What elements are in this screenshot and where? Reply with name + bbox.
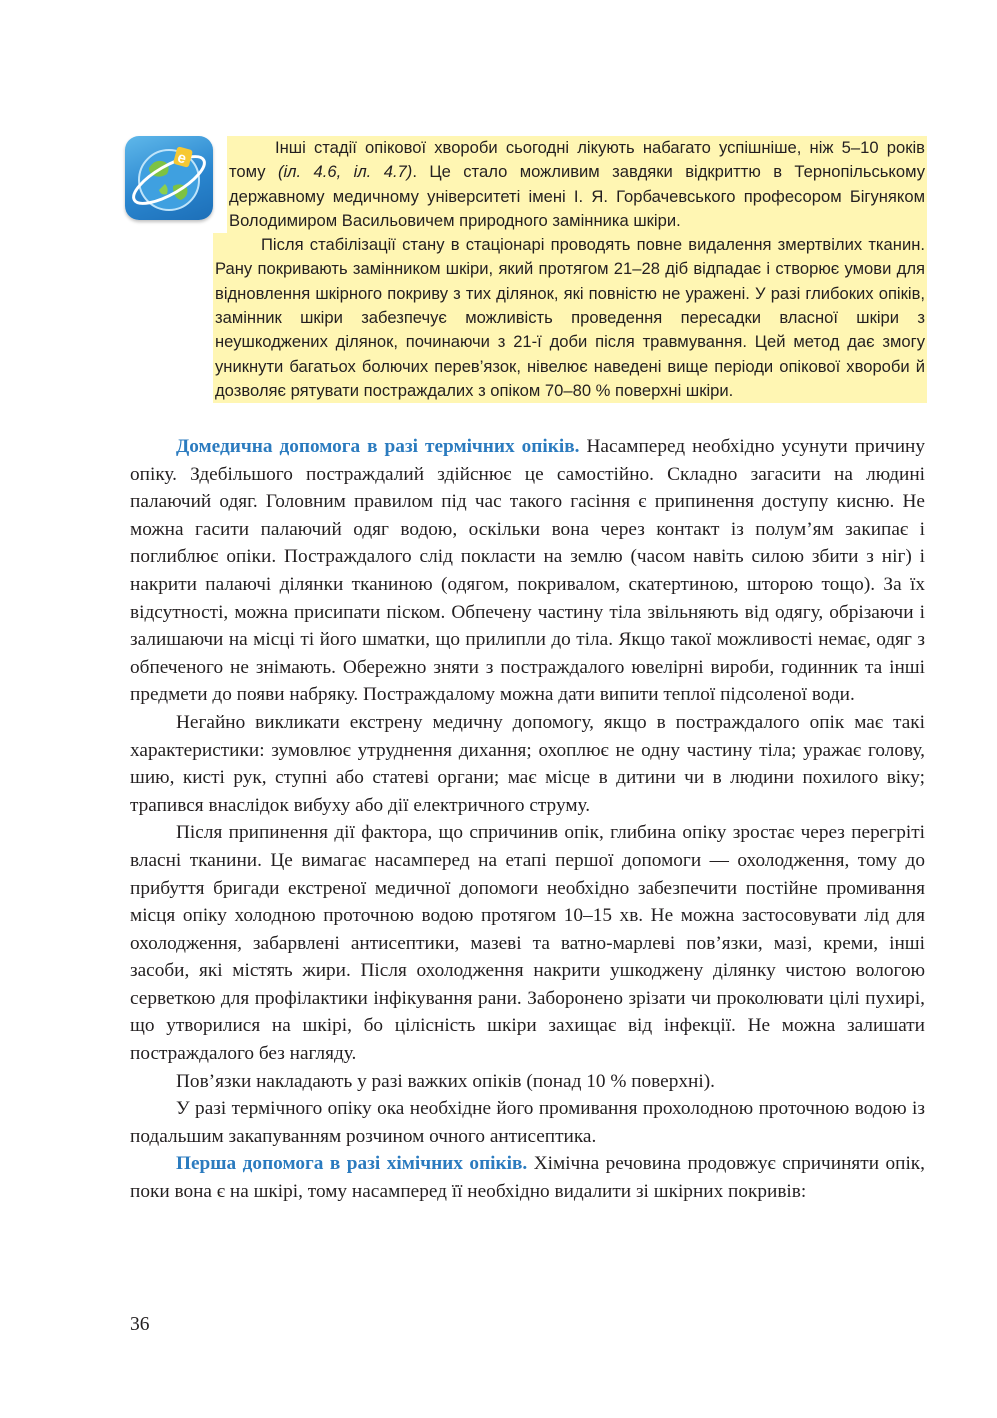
- bandages-paragraph: Пов’язки накладають у разі важких опіків (понад 10 % поверхні).: [176, 1070, 715, 1092]
- thermal-burns-paragraph: [130, 433, 925, 709]
- note-paragraph-2: Після стабілізації стану в стаціонарі проводять повне видалення змертвілих тканин. Рану покривають замінником шкіри, який протягом 21–28 діб відпадає і створює умови для відновлення шкірного покриву з тих ділянок, які повністю не уражені. У разі глибоких опіків, замінник шкіри забезпечує можливість проведення пересадки власної шкіри з неушкоджених ділянок, починаючи з 21-ї доби після травмування. Цей метод дає змогу уникнути багатьох болючих перев’язок, нівелює наведені вище періоди опікової хвороби й дозволяє рятувати постраждалих з опіком 70–80 % поверхні шкіри.: [213, 233, 927, 403]
- info-note: [213, 136, 927, 403]
- figure-reference: (іл. 4.6, іл. 4.7): [277, 162, 413, 182]
- cooling-paragraph: Після припинення дії фактора, що спричинив опік, глибина опіку зростає через перегріті власні тканини. Це вимагає насамперед на етапі першої допомоги — охолодження, тому до прибуття бригади екстреної медичної допомоги необхідно забезпечити постійне промивання місця опіку холодною проточною водою протягом 10–15 хв. Не можна застосовувати лід для охолодження, забарвлені антисептики, мазеві та ватно-марлеві пов’язки, мазі, креми, інші засоби, які містять жири. Після охолодження накрити ушкоджену ділянку чистою вологою серветкою для профілактики інфікування рани. Заборонено зрізати чи проколювати цілі пухирі, що утворилися на шкірі, бо цілісність шкіри захищає від інфекції. Не можна залишати постраждалого без нагляду.: [130, 822, 925, 1065]
- paragraph-text: Хімічна речовина продовжує спричиняти опік, поки вона є на шкірі, тому насамперед її необхідно видалити зі шкірних покривів:: [130, 1153, 925, 1203]
- note-paragraph-1: [227, 136, 927, 233]
- thermal-burns-heading: Домедична допомога в разі термічних опіків.: [176, 436, 580, 457]
- paragraph-text: Насамперед необхідно усунути причину опіку. Здебільшого постраждалий здійснює це самостійно. Складно загасити на людині палаючий одяг. Головним правилом під час такого гасіння є припинення доступу кисню. Не можна гасити палаючий одяг водою, оскільки вона через контакт із полум’ям закипає і поглиблює опіки. Постраждалого слід покласти на землю (часом навіть силою збити з ніг) і накрити палаючі ділянки тканиною (одягом, покривалом, скатертиною, шторою тощо). За їх відсутності, можна присипати піском. Обпечену частину тіла звільняють від одягу, обрізаючи і залишаючи на місці ті його шматки, що прилипли до тіла. Якщо такої можливості немає, одяг з обпеченого не знімають. Обережно зняти з постраждалого ювелірні вироби, годинник та інші предмети до появи набряку. Постраждалому можна дати випити теплої підсоленої води.: [130, 436, 925, 706]
- svg-text:e: e: [175, 148, 189, 168]
- chemical-burns-paragraph: [130, 1150, 925, 1205]
- eye-burn-paragraph: У разі термічного опіку ока необхідне його промивання прохолодною проточною водою із подальшим закапуванням розчином очного антисептика.: [130, 1098, 925, 1147]
- chemical-burns-heading: Перша допомога в разі хімічних опіків.: [176, 1153, 528, 1175]
- page-number: 36: [130, 1314, 150, 1335]
- main-text: [130, 433, 925, 1206]
- note-text: . Це стало можливим завдяки відкриттю в Тернопільському державному медичному університеті імені І. Я. Горбачевського професором Бігуняком Володимиром Васильовичем природного замінника шкіри.: [229, 162, 925, 230]
- globe-e-icon: [125, 136, 213, 220]
- note-text: Інші стадії опікової хвороби сьогодні лікують набагато успішніше, ніж 5–10 років тому: [229, 138, 925, 182]
- emergency-call-paragraph: Негайно викликати екстрену медичну допомогу, якщо в постраждалого опік має такі характеристики: зумовлює утруднення дихання; охоплює не одну частину тіла; уражає голову, шию, кисті рук, ступні або статеві органи; має місце в дитини чи в людини похилого віку; трапився внаслідок вибуху або дії електричного струму.: [130, 711, 925, 816]
